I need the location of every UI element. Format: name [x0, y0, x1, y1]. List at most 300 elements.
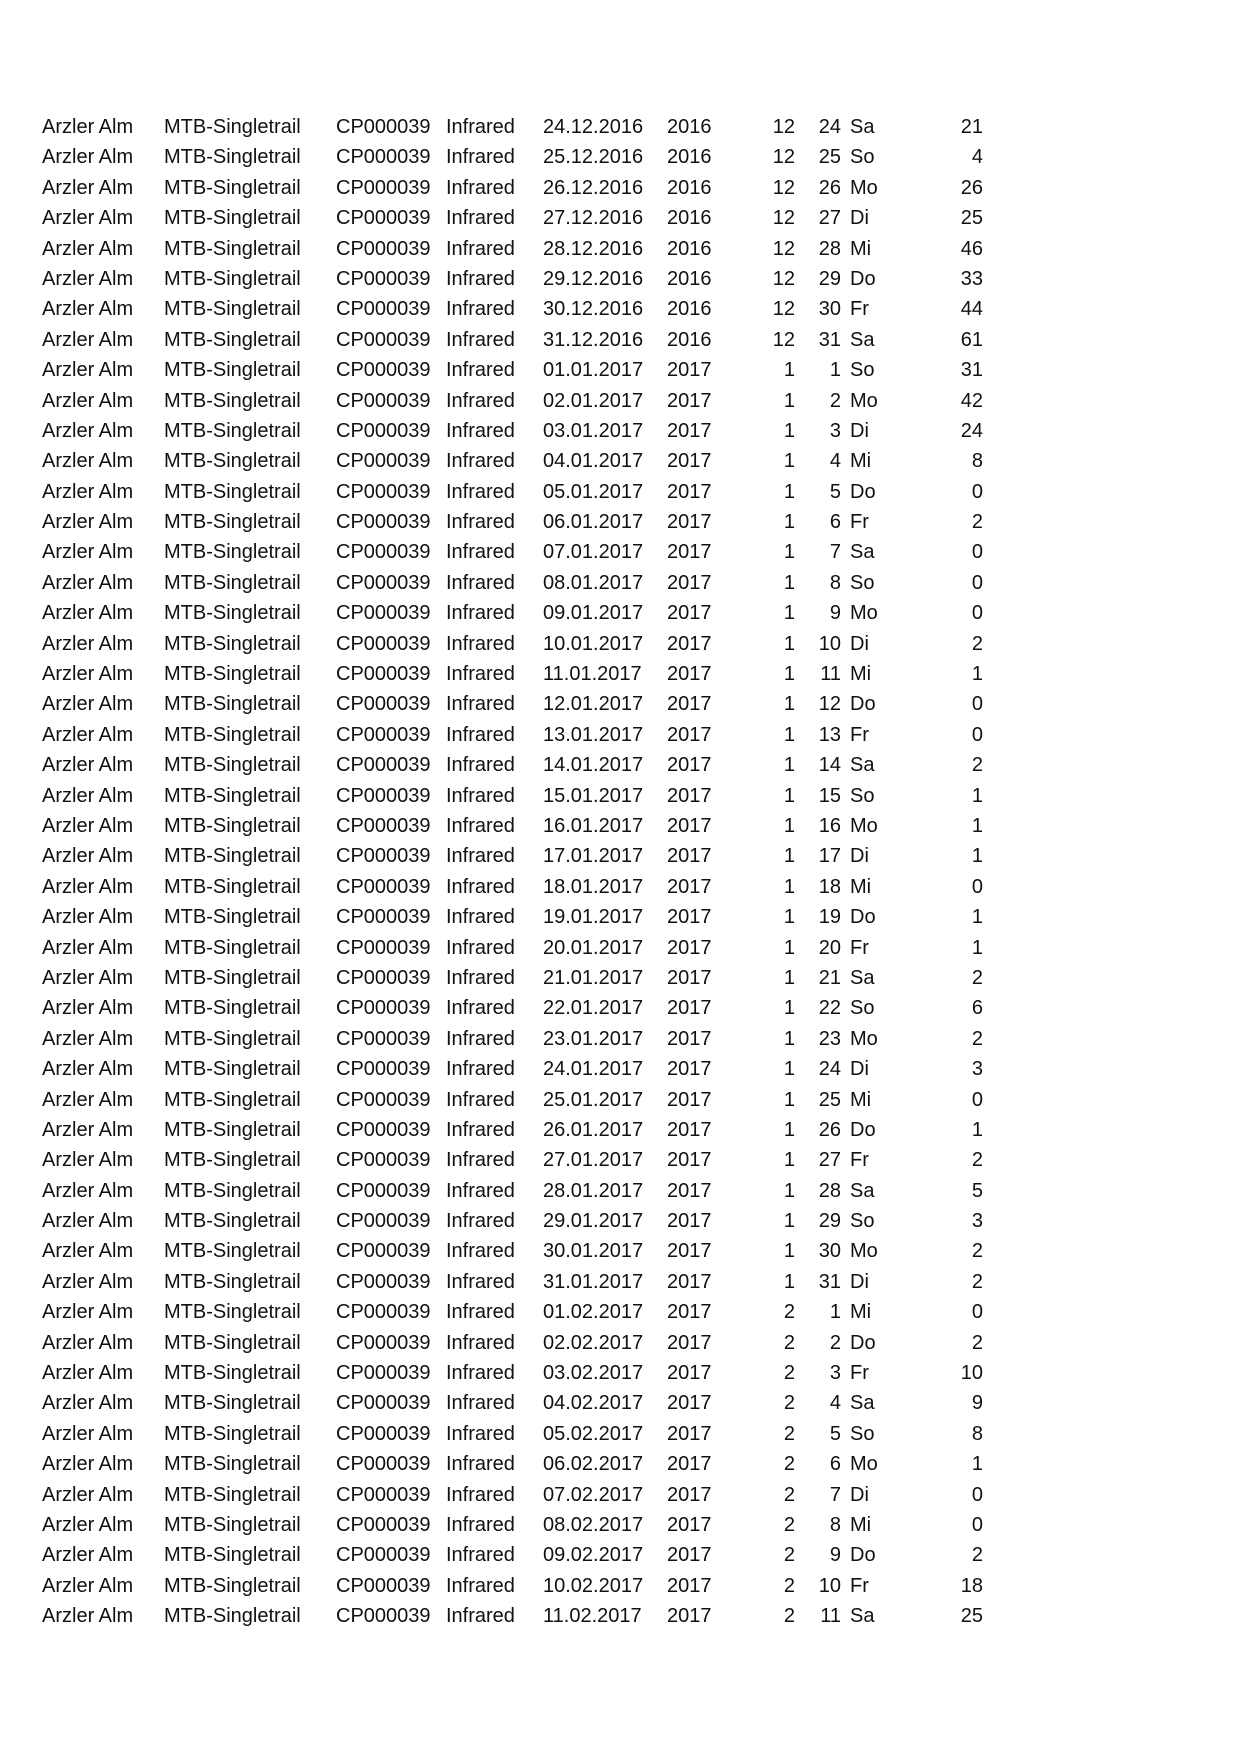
trail-type-cell: MTB-Singletrail — [164, 1483, 301, 1506]
date-cell: 01.02.2017 — [543, 1301, 644, 1324]
count-cell: 0 — [971, 602, 983, 625]
trail-type-cell: MTB-Singletrail — [164, 997, 301, 1020]
day-cell: 21 — [818, 966, 841, 989]
month-cell: 12 — [772, 237, 795, 260]
date-cell: 08.02.2017 — [543, 1513, 644, 1536]
location-cell: Arzler Alm — [42, 1270, 134, 1293]
trail-type-cell: MTB-Singletrail — [164, 511, 301, 534]
location-cell: Arzler Alm — [42, 480, 134, 503]
weekday-cell: Mi — [850, 1301, 872, 1324]
weekday-cell: Mo — [850, 1240, 878, 1263]
sensor-cell: Infrared — [446, 663, 515, 686]
counter-id-cell: CP000039 — [336, 1392, 431, 1415]
sensor-cell: Infrared — [446, 1574, 515, 1597]
counter-id-cell: CP000039 — [336, 571, 431, 594]
sensor-cell: Infrared — [446, 875, 515, 898]
counter-id-cell: CP000039 — [336, 267, 431, 290]
table-row — [0, 598, 1241, 628]
sensor-cell: Infrared — [446, 1210, 515, 1233]
counter-id-cell: CP000039 — [336, 754, 431, 777]
table-row — [0, 781, 1241, 811]
count-cell: 4 — [971, 146, 983, 169]
table-row — [0, 1480, 1241, 1510]
count-cell: 2 — [971, 1331, 983, 1354]
weekday-cell: Mo — [850, 1027, 878, 1050]
day-cell: 18 — [818, 875, 841, 898]
date-cell: 09.01.2017 — [543, 602, 644, 625]
weekday-cell: Do — [850, 1331, 876, 1354]
day-cell: 12 — [818, 693, 841, 716]
count-cell: 2 — [971, 1240, 983, 1263]
sensor-cell: Infrared — [446, 1240, 515, 1263]
trail-type-cell: MTB-Singletrail — [164, 1362, 301, 1385]
day-cell: 2 — [829, 1331, 841, 1354]
table-row — [0, 1449, 1241, 1479]
sensor-cell: Infrared — [446, 571, 515, 594]
month-cell: 1 — [783, 906, 795, 929]
sensor-cell: Infrared — [446, 814, 515, 837]
location-cell: Arzler Alm — [42, 298, 134, 321]
sensor-cell: Infrared — [446, 936, 515, 959]
date-cell: 28.01.2017 — [543, 1179, 644, 1202]
sensor-cell: Infrared — [446, 1149, 515, 1172]
counter-id-cell: CP000039 — [336, 1544, 431, 1567]
year-cell: 2017 — [667, 359, 712, 382]
trail-type-cell: MTB-Singletrail — [164, 1422, 301, 1445]
sensor-cell: Infrared — [446, 723, 515, 746]
date-cell: 22.01.2017 — [543, 997, 644, 1020]
counter-id-cell: CP000039 — [336, 116, 431, 138]
sensor-cell: Infrared — [446, 450, 515, 473]
location-cell: Arzler Alm — [42, 328, 134, 351]
day-cell: 4 — [829, 1392, 841, 1415]
location-cell: Arzler Alm — [42, 237, 134, 260]
counter-id-cell: CP000039 — [336, 1088, 431, 1111]
month-cell: 1 — [783, 1210, 795, 1233]
day-cell: 5 — [829, 1422, 841, 1445]
table-row — [0, 355, 1241, 385]
counter-id-cell: CP000039 — [336, 845, 431, 868]
table-row — [0, 537, 1241, 567]
count-cell: 1 — [971, 1118, 983, 1141]
table-row — [0, 264, 1241, 294]
weekday-cell: Mo — [850, 389, 878, 412]
trail-type-cell: MTB-Singletrail — [164, 237, 301, 260]
month-cell: 12 — [772, 116, 795, 138]
sensor-cell: Infrared — [446, 267, 515, 290]
day-cell: 29 — [818, 1210, 841, 1233]
year-cell: 2017 — [667, 1058, 712, 1081]
day-cell: 5 — [829, 480, 841, 503]
trail-type-cell: MTB-Singletrail — [164, 267, 301, 290]
weekday-cell: Do — [850, 906, 876, 929]
weekday-cell: Do — [850, 1118, 876, 1141]
date-cell: 11.02.2017 — [543, 1605, 642, 1628]
weekday-cell: Di — [850, 419, 869, 442]
sensor-cell: Infrared — [446, 1058, 515, 1081]
date-cell: 07.02.2017 — [543, 1483, 644, 1506]
month-cell: 2 — [783, 1605, 795, 1628]
year-cell: 2016 — [667, 298, 712, 321]
trail-type-cell: MTB-Singletrail — [164, 632, 301, 655]
date-cell: 12.01.2017 — [543, 693, 644, 716]
weekday-cell: Mi — [850, 237, 872, 260]
month-cell: 1 — [783, 480, 795, 503]
counter-id-cell: CP000039 — [336, 1362, 431, 1385]
weekday-cell: Sa — [850, 754, 875, 777]
year-cell: 2017 — [667, 663, 712, 686]
trail-type-cell: MTB-Singletrail — [164, 1574, 301, 1597]
trail-type-cell: MTB-Singletrail — [164, 1453, 301, 1476]
count-cell: 1 — [971, 814, 983, 837]
date-cell: 31.12.2016 — [543, 328, 644, 351]
trail-type-cell: MTB-Singletrail — [164, 1149, 301, 1172]
counter-id-cell: CP000039 — [336, 1301, 431, 1324]
counter-id-cell: CP000039 — [336, 906, 431, 929]
month-cell: 1 — [783, 389, 795, 412]
month-cell: 1 — [783, 693, 795, 716]
trail-type-cell: MTB-Singletrail — [164, 1392, 301, 1415]
count-cell: 8 — [971, 1422, 983, 1445]
trail-type-cell: MTB-Singletrail — [164, 1240, 301, 1263]
day-cell: 2 — [829, 389, 841, 412]
weekday-cell: Mi — [850, 450, 872, 473]
count-cell: 0 — [971, 1301, 983, 1324]
month-cell: 1 — [783, 1088, 795, 1111]
sensor-cell: Infrared — [446, 237, 515, 260]
day-cell: 14 — [818, 754, 841, 777]
table-row — [0, 1297, 1241, 1327]
year-cell: 2016 — [667, 328, 712, 351]
sensor-cell: Infrared — [446, 176, 515, 199]
day-cell: 8 — [829, 1513, 841, 1536]
location-cell: Arzler Alm — [42, 1605, 134, 1628]
month-cell: 1 — [783, 754, 795, 777]
location-cell: Arzler Alm — [42, 541, 134, 564]
sensor-cell: Infrared — [446, 1362, 515, 1385]
day-cell: 6 — [829, 1453, 841, 1476]
date-cell: 08.01.2017 — [543, 571, 644, 594]
table-row — [0, 1510, 1241, 1540]
sensor-cell: Infrared — [446, 146, 515, 169]
sensor-cell: Infrared — [446, 602, 515, 625]
weekday-cell: So — [850, 359, 875, 382]
count-cell: 26 — [960, 176, 983, 199]
table-row — [0, 963, 1241, 993]
counter-id-cell: CP000039 — [336, 1270, 431, 1293]
year-cell: 2017 — [667, 1270, 712, 1293]
location-cell: Arzler Alm — [42, 1362, 134, 1385]
month-cell: 2 — [783, 1453, 795, 1476]
data-sheet — [0, 112, 1241, 1632]
day-cell: 15 — [818, 784, 841, 807]
day-cell: 1 — [829, 359, 841, 382]
day-cell: 10 — [818, 1574, 841, 1597]
trail-type-cell: MTB-Singletrail — [164, 754, 301, 777]
year-cell: 2016 — [667, 146, 712, 169]
year-cell: 2017 — [667, 1179, 712, 1202]
table-row — [0, 446, 1241, 476]
location-cell: Arzler Alm — [42, 1483, 134, 1506]
day-cell: 25 — [818, 146, 841, 169]
sensor-cell: Infrared — [446, 389, 515, 412]
month-cell: 12 — [772, 146, 795, 169]
sensor-cell: Infrared — [446, 966, 515, 989]
counter-id-cell: CP000039 — [336, 207, 431, 230]
table-row — [0, 1601, 1241, 1631]
day-cell: 3 — [829, 419, 841, 442]
month-cell: 1 — [783, 1179, 795, 1202]
count-cell: 0 — [971, 1513, 983, 1536]
year-cell: 2016 — [667, 267, 712, 290]
trail-type-cell: MTB-Singletrail — [164, 814, 301, 837]
day-cell: 16 — [818, 814, 841, 837]
date-cell: 11.01.2017 — [543, 663, 642, 686]
month-cell: 1 — [783, 511, 795, 534]
counter-id-cell: CP000039 — [336, 146, 431, 169]
count-cell: 1 — [971, 1453, 983, 1476]
date-cell: 16.01.2017 — [543, 814, 644, 837]
date-cell: 15.01.2017 — [543, 784, 644, 807]
count-cell: 8 — [971, 450, 983, 473]
count-cell: 10 — [960, 1362, 983, 1385]
location-cell: Arzler Alm — [42, 267, 134, 290]
count-cell: 5 — [971, 1179, 983, 1202]
location-cell: Arzler Alm — [42, 784, 134, 807]
counter-id-cell: CP000039 — [336, 602, 431, 625]
counter-id-cell: CP000039 — [336, 1605, 431, 1628]
day-cell: 30 — [818, 1240, 841, 1263]
weekday-cell: Fr — [850, 723, 869, 746]
trail-type-cell: MTB-Singletrail — [164, 1544, 301, 1567]
counter-id-cell: CP000039 — [336, 814, 431, 837]
month-cell: 1 — [783, 814, 795, 837]
year-cell: 2017 — [667, 1210, 712, 1233]
trail-type-cell: MTB-Singletrail — [164, 1270, 301, 1293]
trail-type-cell: MTB-Singletrail — [164, 298, 301, 321]
sensor-cell: Infrared — [446, 419, 515, 442]
day-cell: 28 — [818, 237, 841, 260]
count-cell: 2 — [971, 632, 983, 655]
location-cell: Arzler Alm — [42, 997, 134, 1020]
table-row — [0, 659, 1241, 689]
year-cell: 2017 — [667, 1301, 712, 1324]
table-row — [0, 689, 1241, 719]
location-cell: Arzler Alm — [42, 663, 134, 686]
weekday-cell: Fr — [850, 1574, 869, 1597]
day-cell: 8 — [829, 571, 841, 594]
trail-type-cell: MTB-Singletrail — [164, 541, 301, 564]
year-cell: 2017 — [667, 1453, 712, 1476]
day-cell: 31 — [818, 1270, 841, 1293]
year-cell: 2017 — [667, 1392, 712, 1415]
year-cell: 2017 — [667, 1544, 712, 1567]
trail-type-cell: MTB-Singletrail — [164, 328, 301, 351]
month-cell: 12 — [772, 298, 795, 321]
month-cell: 1 — [783, 602, 795, 625]
trail-type-cell: MTB-Singletrail — [164, 1027, 301, 1050]
weekday-cell: So — [850, 146, 875, 169]
sensor-cell: Infrared — [446, 1301, 515, 1324]
sensor-cell: Infrared — [446, 1544, 515, 1567]
location-cell: Arzler Alm — [42, 146, 134, 169]
table-row — [0, 811, 1241, 841]
year-cell: 2017 — [667, 389, 712, 412]
year-cell: 2017 — [667, 1605, 712, 1628]
table-row — [0, 1024, 1241, 1054]
table-row — [0, 1419, 1241, 1449]
weekday-cell: Sa — [850, 1179, 875, 1202]
count-cell: 21 — [960, 116, 983, 138]
month-cell: 1 — [783, 1058, 795, 1081]
count-cell: 2 — [971, 511, 983, 534]
count-cell: 25 — [960, 207, 983, 230]
count-cell: 2 — [971, 966, 983, 989]
weekday-cell: Do — [850, 480, 876, 503]
day-cell: 6 — [829, 511, 841, 534]
count-cell: 33 — [960, 267, 983, 290]
sensor-cell: Infrared — [446, 845, 515, 868]
date-cell: 13.01.2017 — [543, 723, 644, 746]
count-cell: 31 — [960, 359, 983, 382]
location-cell: Arzler Alm — [42, 1088, 134, 1111]
month-cell: 12 — [772, 267, 795, 290]
day-cell: 4 — [829, 450, 841, 473]
table-row — [0, 1540, 1241, 1570]
year-cell: 2017 — [667, 571, 712, 594]
year-cell: 2017 — [667, 632, 712, 655]
counter-id-cell: CP000039 — [336, 997, 431, 1020]
day-cell: 24 — [818, 116, 841, 138]
month-cell: 1 — [783, 1270, 795, 1293]
month-cell: 1 — [783, 541, 795, 564]
count-cell: 2 — [971, 1270, 983, 1293]
table-row — [0, 416, 1241, 446]
year-cell: 2017 — [667, 511, 712, 534]
month-cell: 1 — [783, 1149, 795, 1172]
trail-type-cell: MTB-Singletrail — [164, 571, 301, 594]
table-row — [0, 1085, 1241, 1115]
weekday-cell: Mi — [850, 1088, 872, 1111]
location-cell: Arzler Alm — [42, 1392, 134, 1415]
date-cell: 17.01.2017 — [543, 845, 644, 868]
month-cell: 1 — [783, 359, 795, 382]
day-cell: 9 — [829, 1544, 841, 1567]
count-cell: 42 — [960, 389, 983, 412]
day-cell: 25 — [818, 1088, 841, 1111]
count-cell: 2 — [971, 1027, 983, 1050]
counter-id-cell: CP000039 — [336, 1210, 431, 1233]
day-cell: 27 — [818, 1149, 841, 1172]
table-row — [0, 142, 1241, 172]
month-cell: 2 — [783, 1483, 795, 1506]
date-cell: 24.12.2016 — [543, 116, 644, 138]
location-cell: Arzler Alm — [42, 419, 134, 442]
weekday-cell: So — [850, 784, 875, 807]
year-cell: 2016 — [667, 116, 712, 138]
date-cell: 10.02.2017 — [543, 1574, 644, 1597]
sensor-cell: Infrared — [446, 116, 515, 138]
table-row — [0, 1115, 1241, 1145]
table-row — [0, 1328, 1241, 1358]
year-cell: 2016 — [667, 237, 712, 260]
month-cell: 12 — [772, 176, 795, 199]
location-cell: Arzler Alm — [42, 511, 134, 534]
table-row — [0, 386, 1241, 416]
count-cell: 2 — [971, 1149, 983, 1172]
counter-id-cell: CP000039 — [336, 693, 431, 716]
count-cell: 1 — [971, 936, 983, 959]
counter-id-cell: CP000039 — [336, 723, 431, 746]
date-cell: 29.12.2016 — [543, 267, 644, 290]
date-cell: 03.02.2017 — [543, 1362, 644, 1385]
weekday-cell: Mi — [850, 1513, 872, 1536]
counter-id-cell: CP000039 — [336, 1149, 431, 1172]
trail-type-cell: MTB-Singletrail — [164, 906, 301, 929]
year-cell: 2017 — [667, 814, 712, 837]
location-cell: Arzler Alm — [42, 1301, 134, 1324]
table-row — [0, 234, 1241, 264]
location-cell: Arzler Alm — [42, 207, 134, 230]
date-cell: 04.01.2017 — [543, 450, 644, 473]
day-cell: 7 — [829, 1483, 841, 1506]
location-cell: Arzler Alm — [42, 875, 134, 898]
day-cell: 19 — [818, 906, 841, 929]
weekday-cell: Di — [850, 845, 869, 868]
weekday-cell: Fr — [850, 936, 869, 959]
month-cell: 1 — [783, 784, 795, 807]
location-cell: Arzler Alm — [42, 359, 134, 382]
location-cell: Arzler Alm — [42, 1058, 134, 1081]
weekday-cell: Di — [850, 1270, 869, 1293]
weekday-cell: Mo — [850, 1453, 878, 1476]
weekday-cell: Do — [850, 267, 876, 290]
date-cell: 25.12.2016 — [543, 146, 644, 169]
counter-id-cell: CP000039 — [336, 450, 431, 473]
sensor-cell: Infrared — [446, 1088, 515, 1111]
month-cell: 1 — [783, 1027, 795, 1050]
date-cell: 28.12.2016 — [543, 237, 644, 260]
counter-id-cell: CP000039 — [336, 1574, 431, 1597]
sensor-cell: Infrared — [446, 906, 515, 929]
weekday-cell: So — [850, 1210, 875, 1233]
day-cell: 7 — [829, 541, 841, 564]
day-cell: 23 — [818, 1027, 841, 1050]
trail-type-cell: MTB-Singletrail — [164, 1088, 301, 1111]
month-cell: 1 — [783, 723, 795, 746]
counter-id-cell: CP000039 — [336, 1422, 431, 1445]
counter-id-cell: CP000039 — [336, 875, 431, 898]
year-cell: 2017 — [667, 875, 712, 898]
date-cell: 21.01.2017 — [543, 966, 644, 989]
count-cell: 2 — [971, 754, 983, 777]
count-cell: 3 — [971, 1210, 983, 1233]
date-cell: 05.02.2017 — [543, 1422, 644, 1445]
day-cell: 3 — [829, 1362, 841, 1385]
location-cell: Arzler Alm — [42, 693, 134, 716]
trail-type-cell: MTB-Singletrail — [164, 1301, 301, 1324]
location-cell: Arzler Alm — [42, 450, 134, 473]
trail-type-cell: MTB-Singletrail — [164, 359, 301, 382]
day-cell: 1 — [829, 1301, 841, 1324]
sensor-cell: Infrared — [446, 693, 515, 716]
date-cell: 18.01.2017 — [543, 875, 644, 898]
year-cell: 2017 — [667, 1088, 712, 1111]
year-cell: 2017 — [667, 1118, 712, 1141]
count-cell: 24 — [960, 419, 983, 442]
trail-type-cell: MTB-Singletrail — [164, 966, 301, 989]
count-cell: 9 — [971, 1392, 983, 1415]
